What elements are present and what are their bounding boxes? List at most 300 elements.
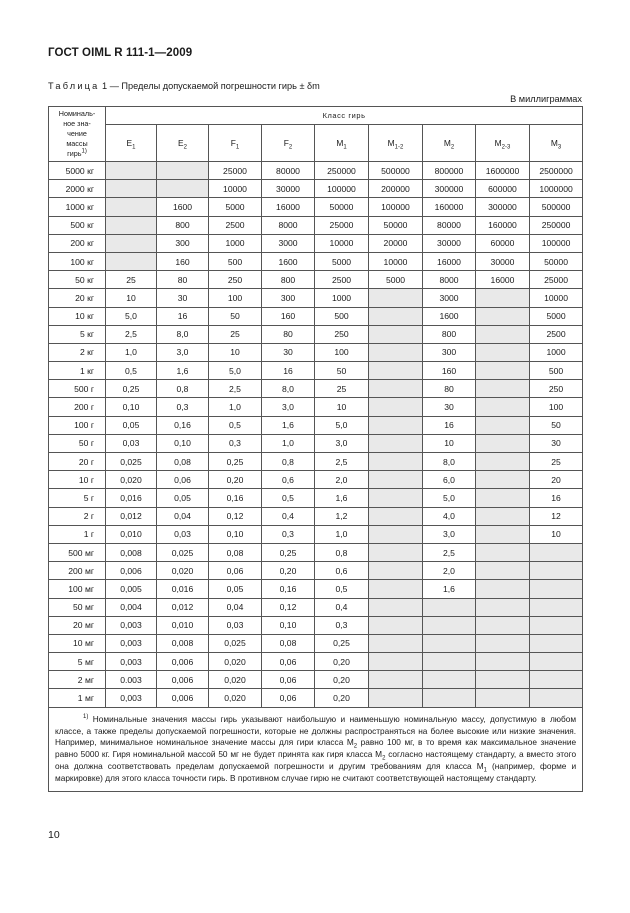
tolerance-cell xyxy=(106,180,157,198)
nominal-mass-cell: 2 г xyxy=(49,507,106,525)
tolerance-cell: 100000 xyxy=(315,180,369,198)
tolerance-cell: 10 xyxy=(530,525,583,543)
tolerance-cell xyxy=(423,598,476,616)
tolerance-cell: 0,010 xyxy=(157,616,209,634)
tolerance-cell: 0,003 xyxy=(106,689,157,707)
tolerance-cell xyxy=(530,653,583,671)
nominal-mass-cell: 5000 кг xyxy=(49,162,106,180)
tolerance-cell: 3,0 xyxy=(157,343,209,361)
tolerance-cell: 500 xyxy=(209,252,262,270)
table-row xyxy=(49,653,583,671)
tolerance-cell: 160000 xyxy=(423,198,476,216)
table-footnote xyxy=(49,707,583,791)
tolerance-cell: 60000 xyxy=(476,234,530,252)
tolerance-cell: 0,020 xyxy=(157,562,209,580)
tolerance-cell xyxy=(476,453,530,471)
tolerance-cell: 0,4 xyxy=(315,598,369,616)
tolerance-cell: 80000 xyxy=(423,216,476,234)
tolerance-cell: 1000 xyxy=(315,289,369,307)
tolerance-cell: 0,020 xyxy=(209,671,262,689)
tolerance-cell: 0,16 xyxy=(157,416,209,434)
tolerance-cell xyxy=(157,162,209,180)
nominal-mass-cell: 200 г xyxy=(49,398,106,416)
tolerance-cell: 5000 xyxy=(209,198,262,216)
table-row xyxy=(49,471,583,489)
footnote-text: $^{1)}$ Номинальные значения массы гирь указывают наибольшую и наименьшую номинальную массу, допустимую в любом классе, а также пределы допускаемой погрешности, которые не должны распространяться на более высокие или низкие значения. Например, минимальное номинальное значение массы для гири класса $M_2$ равно 100 мг, в то время как максимальное значение равно 5000 кг. Гиря номинальной массой 50 мг не будет принята как гиря класса $M_2$ согласно настоящему стандарту, а вместо этого она должна соответствовать пределам допускаемой погрешности и другим требованиям для класса $M_1$ (например, форме и маркировке) для этого класса точности гирь. В противном случае гирю не считают соответствующей настоящему стандарту. xyxy=(55,713,577,784)
tolerance-cell: 0,020 xyxy=(209,653,262,671)
nominal-mass-cell: 500 мг xyxy=(49,543,106,561)
footnote-mark: 1) xyxy=(83,713,89,720)
tolerance-cell xyxy=(530,562,583,580)
tolerance-cell: 160 xyxy=(262,307,315,325)
tolerance-cell: 0,03 xyxy=(157,525,209,543)
tolerance-cell: 0,3 xyxy=(262,525,315,543)
tolerance-cell: 500 xyxy=(530,362,583,380)
tolerance-cell xyxy=(476,598,530,616)
tolerance-cell xyxy=(369,434,423,452)
table-row xyxy=(49,525,583,543)
tolerance-cell xyxy=(106,234,157,252)
tolerance-cell: 30 xyxy=(423,398,476,416)
table-row xyxy=(49,580,583,598)
tolerance-cell: 0,05 xyxy=(157,489,209,507)
nominal-mass-cell: 10 г xyxy=(49,471,106,489)
tolerance-cell: 16 xyxy=(262,362,315,380)
tolerance-cell xyxy=(369,489,423,507)
tolerance-cell xyxy=(530,616,583,634)
tolerance-cell: 1,6 xyxy=(315,489,369,507)
tolerance-cell xyxy=(369,525,423,543)
table-row xyxy=(49,689,583,707)
tolerance-cell: 800 xyxy=(423,325,476,343)
tolerance-cell: 2,5 xyxy=(106,325,157,343)
tolerance-cell xyxy=(476,289,530,307)
tolerance-cell: 3000 xyxy=(423,289,476,307)
table-row xyxy=(49,216,583,234)
tolerance-cell xyxy=(476,543,530,561)
tolerance-cell xyxy=(106,198,157,216)
tolerance-cell xyxy=(530,580,583,598)
tolerance-cell: 30000 xyxy=(476,252,530,270)
tolerance-cell: 0,008 xyxy=(157,634,209,652)
tolerance-cell xyxy=(369,580,423,598)
table-row xyxy=(49,271,583,289)
tolerance-cell xyxy=(157,180,209,198)
tolerance-cell xyxy=(476,398,530,416)
tolerance-cell: 0,5 xyxy=(106,362,157,380)
tolerance-cell: 25000 xyxy=(530,271,583,289)
table-row xyxy=(49,543,583,561)
tolerance-cell: 80 xyxy=(157,271,209,289)
nominal-mass-cell: 200 мг xyxy=(49,562,106,580)
tolerance-cell: 0,4 xyxy=(262,507,315,525)
tolerance-cell: 0,8 xyxy=(157,380,209,398)
tolerance-cell: 80 xyxy=(423,380,476,398)
tolerance-cell xyxy=(476,362,530,380)
tolerance-cell: 10000 xyxy=(369,252,423,270)
nominal-mass-cell: 2 кг xyxy=(49,343,106,361)
tolerance-cell: 25 xyxy=(209,325,262,343)
table-row xyxy=(49,325,583,343)
tolerance-cell: 0,08 xyxy=(262,634,315,652)
tolerance-cell xyxy=(476,653,530,671)
tolerance-cell: 2,5 xyxy=(315,453,369,471)
nominal-mass-cell: 500 г xyxy=(49,380,106,398)
tolerance-cell: 5,0 xyxy=(106,307,157,325)
nominal-mass-cell: 5 г xyxy=(49,489,106,507)
tolerance-cell: 250 xyxy=(530,380,583,398)
tolerance-cell: 100 xyxy=(315,343,369,361)
tolerance-cell: 0,20 xyxy=(315,653,369,671)
tolerance-cell: 0,010 xyxy=(106,525,157,543)
tolerance-cell xyxy=(423,671,476,689)
tolerance-cell: 16 xyxy=(423,416,476,434)
tolerance-cell: 30000 xyxy=(262,180,315,198)
tolerance-cell: 1,0 xyxy=(315,525,369,543)
tolerance-cell: 0,025 xyxy=(157,543,209,561)
footnote-mark: 1) xyxy=(81,148,87,155)
table-row xyxy=(49,671,583,689)
tolerance-cell: 0,25 xyxy=(209,453,262,471)
nominal-mass-cell: 1000 кг xyxy=(49,198,106,216)
tolerance-cell: 1600000 xyxy=(476,162,530,180)
tolerance-cell xyxy=(476,307,530,325)
nominal-header-line: чение xyxy=(67,128,87,138)
tolerance-cell: 0.003 xyxy=(106,671,157,689)
tolerance-cell: 250 xyxy=(209,271,262,289)
tolerance-cell: 800 xyxy=(157,216,209,234)
table-row xyxy=(49,252,583,270)
tolerance-cell: 300 xyxy=(262,289,315,307)
table-row xyxy=(49,343,583,361)
table-row xyxy=(49,634,583,652)
tolerance-cell xyxy=(423,616,476,634)
tolerance-cell xyxy=(476,489,530,507)
tolerance-cell xyxy=(530,689,583,707)
tolerance-cell: 0,06 xyxy=(262,653,315,671)
tolerance-cell: 12 xyxy=(530,507,583,525)
nominal-mass-cell: 5 мг xyxy=(49,653,106,671)
tolerance-cell: 250000 xyxy=(530,216,583,234)
tolerance-cell: 20 xyxy=(530,471,583,489)
class-header-cell: $E_2$ xyxy=(157,125,209,162)
tolerance-cell xyxy=(369,543,423,561)
tolerance-cell: 100 xyxy=(209,289,262,307)
tolerance-cell xyxy=(476,525,530,543)
table-row xyxy=(49,507,583,525)
tolerance-cell: 8,0 xyxy=(157,325,209,343)
tolerance-cell: 0,10 xyxy=(209,525,262,543)
tolerance-cell: 25000 xyxy=(209,162,262,180)
tolerance-cell: 0,06 xyxy=(157,471,209,489)
table-row xyxy=(49,434,583,452)
tolerance-cell: 1000 xyxy=(530,343,583,361)
tolerance-cell: 0,12 xyxy=(209,507,262,525)
tolerance-cell: 160000 xyxy=(476,216,530,234)
tolerance-cell: 0,020 xyxy=(209,689,262,707)
tolerance-cell: 2,5 xyxy=(423,543,476,561)
tolerance-table xyxy=(48,106,583,792)
tolerance-cell: 0,8 xyxy=(315,543,369,561)
tolerance-cell: 0,016 xyxy=(106,489,157,507)
tolerance-cell: 250 xyxy=(315,325,369,343)
tolerance-cell: 1,6 xyxy=(423,580,476,598)
tolerance-cell xyxy=(530,671,583,689)
table-caption xyxy=(48,81,320,91)
tolerance-cell: 25 xyxy=(106,271,157,289)
class-header-cell: $E_1$ xyxy=(106,125,157,162)
tolerance-cell: 16 xyxy=(530,489,583,507)
tolerance-cell: 300 xyxy=(157,234,209,252)
tolerance-cell xyxy=(106,162,157,180)
tolerance-cell: 0,012 xyxy=(106,507,157,525)
tolerance-cell: 0,006 xyxy=(157,671,209,689)
nominal-mass-cell: 1 кг xyxy=(49,362,106,380)
class-header-cell: $M_2$ xyxy=(423,125,476,162)
tolerance-cell: 0,025 xyxy=(209,634,262,652)
tolerance-cell: 80000 xyxy=(262,162,315,180)
nominal-mass-cell: 2 мг xyxy=(49,671,106,689)
tolerance-cell xyxy=(369,453,423,471)
tolerance-cell: 100 xyxy=(530,398,583,416)
tolerance-cell: 5000 xyxy=(530,307,583,325)
tolerance-cell: 0,012 xyxy=(157,598,209,616)
table-row xyxy=(49,198,583,216)
tolerance-cell: 0,3 xyxy=(209,434,262,452)
tolerance-cell: 0,10 xyxy=(157,434,209,452)
nominal-header-line: Номиналь- xyxy=(58,108,96,118)
tolerance-cell xyxy=(369,398,423,416)
tolerance-cell: 1600 xyxy=(423,307,476,325)
table-row xyxy=(49,380,583,398)
tolerance-cell: 16000 xyxy=(423,252,476,270)
tolerance-cell: 0,10 xyxy=(106,398,157,416)
tolerance-cell xyxy=(476,616,530,634)
tolerance-cell: 30000 xyxy=(423,234,476,252)
nominal-mass-cell: 1 мг xyxy=(49,689,106,707)
tolerance-cell: 6,0 xyxy=(423,471,476,489)
nominal-mass-cell: 100 г xyxy=(49,416,106,434)
tolerance-cell: 2,5 xyxy=(209,380,262,398)
tolerance-cell: 250000 xyxy=(315,162,369,180)
tolerance-cell xyxy=(369,289,423,307)
table-row xyxy=(49,562,583,580)
tolerance-cell: 0,5 xyxy=(262,489,315,507)
tolerance-cell: 1000000 xyxy=(530,180,583,198)
tolerance-cell: 0,3 xyxy=(315,616,369,634)
tolerance-cell xyxy=(476,325,530,343)
table-row xyxy=(49,616,583,634)
tolerance-cell: 0,005 xyxy=(106,580,157,598)
tolerance-cell: 0,20 xyxy=(262,562,315,580)
tolerance-cell: 0,003 xyxy=(106,653,157,671)
tolerance-cell: 2500 xyxy=(315,271,369,289)
weight-class-header: Класс гирь xyxy=(106,107,583,125)
tolerance-cell: 0,06 xyxy=(262,671,315,689)
tolerance-cell xyxy=(369,634,423,652)
table-row xyxy=(49,162,583,180)
tolerance-cell: 0,008 xyxy=(106,543,157,561)
tolerance-cell: 0,6 xyxy=(262,471,315,489)
tolerance-cell: 30 xyxy=(262,343,315,361)
tolerance-cell: 0,12 xyxy=(262,598,315,616)
tolerance-cell xyxy=(530,543,583,561)
tolerance-cell: 10000 xyxy=(209,180,262,198)
tolerance-cell: 4,0 xyxy=(423,507,476,525)
tolerance-cell: 1,6 xyxy=(262,416,315,434)
tolerance-cell: 8,0 xyxy=(262,380,315,398)
tolerance-cell: 10000 xyxy=(315,234,369,252)
tolerance-cell: 50000 xyxy=(315,198,369,216)
tolerance-cell: 0,5 xyxy=(209,416,262,434)
tolerance-cell: 0,006 xyxy=(106,562,157,580)
class-header-cell: $F_2$ xyxy=(262,125,315,162)
tolerance-cell: 1600 xyxy=(262,252,315,270)
nominal-header-line: гирь$^{1)}$ xyxy=(67,148,87,159)
tolerance-cell: 0,8 xyxy=(262,453,315,471)
tolerance-cell: 0,25 xyxy=(106,380,157,398)
tolerance-cell xyxy=(476,434,530,452)
tolerance-cell: 0,004 xyxy=(106,598,157,616)
tolerance-cell: 100000 xyxy=(530,234,583,252)
tolerance-cell: 5,0 xyxy=(209,362,262,380)
class-header-cell: $M_1$ xyxy=(315,125,369,162)
table-row xyxy=(49,234,583,252)
tolerance-cell: 20000 xyxy=(369,234,423,252)
tolerance-cell: 0,20 xyxy=(315,689,369,707)
class-header-cell: $F_1$ xyxy=(209,125,262,162)
nominal-mass-cell: 5 кг xyxy=(49,325,106,343)
table-row xyxy=(49,398,583,416)
nominal-mass-cell: 200 кг xyxy=(49,234,106,252)
tolerance-cell xyxy=(476,634,530,652)
tolerance-cell xyxy=(476,562,530,580)
tolerance-cell: 10 xyxy=(106,289,157,307)
page-number: 10 xyxy=(48,829,60,841)
tolerance-cell: 10 xyxy=(209,343,262,361)
tolerance-cell: 0,04 xyxy=(209,598,262,616)
tolerance-cell: 2,0 xyxy=(423,562,476,580)
tolerance-cell: 2500 xyxy=(209,216,262,234)
tolerance-cell: 3,0 xyxy=(262,398,315,416)
tolerance-cell xyxy=(106,216,157,234)
tolerance-cell: 30 xyxy=(157,289,209,307)
nominal-mass-cell: 100 мг xyxy=(49,580,106,598)
tolerance-cell xyxy=(476,689,530,707)
tolerance-cell: 0,25 xyxy=(262,543,315,561)
tolerance-cell: 500000 xyxy=(530,198,583,216)
tolerance-cell: 16000 xyxy=(476,271,530,289)
tolerance-cell xyxy=(369,343,423,361)
tolerance-cell xyxy=(530,634,583,652)
table-caption-text: — Пределы допускаемой погрешности гирь ± δm xyxy=(109,81,320,91)
tolerance-cell xyxy=(423,653,476,671)
tolerance-cell: 1000 xyxy=(209,234,262,252)
tolerance-cell xyxy=(476,471,530,489)
tolerance-cell xyxy=(530,598,583,616)
tolerance-cell: 0,003 xyxy=(106,616,157,634)
tolerance-cell: 0,16 xyxy=(209,489,262,507)
table-row xyxy=(49,289,583,307)
tolerance-cell: 0,03 xyxy=(209,616,262,634)
tolerance-cell: 800 xyxy=(262,271,315,289)
tolerance-cell xyxy=(476,380,530,398)
tolerance-cell: 50 xyxy=(315,362,369,380)
tolerance-cell: 0,05 xyxy=(209,580,262,598)
tolerance-cell: 160 xyxy=(423,362,476,380)
table-caption-word: Таблица xyxy=(48,81,100,91)
tolerance-cell: 3000 xyxy=(262,234,315,252)
tolerance-cell: 1,6 xyxy=(157,362,209,380)
nominal-mass-cell: 500 кг xyxy=(49,216,106,234)
tolerance-cell: 50 xyxy=(209,307,262,325)
tolerance-cell: 5000 xyxy=(369,271,423,289)
tolerance-cell: 500000 xyxy=(369,162,423,180)
tolerance-cell: 0,016 xyxy=(157,580,209,598)
tolerance-cell: 0,05 xyxy=(106,416,157,434)
table-row xyxy=(49,180,583,198)
tolerance-cell: 0,025 xyxy=(106,453,157,471)
tolerance-cell: 25 xyxy=(530,453,583,471)
tolerance-cell: 0,06 xyxy=(262,689,315,707)
tolerance-cell: 0,08 xyxy=(157,453,209,471)
tolerance-cell: 16 xyxy=(157,307,209,325)
tolerance-cell: 600000 xyxy=(476,180,530,198)
tolerance-cell: 80 xyxy=(262,325,315,343)
tolerance-cell: 0,25 xyxy=(315,634,369,652)
tolerance-cell: 5000 xyxy=(315,252,369,270)
class-header-cell: $M_3$ xyxy=(530,125,583,162)
nominal-mass-cell: 20 мг xyxy=(49,616,106,634)
tolerance-cell: 50000 xyxy=(530,252,583,270)
tolerance-cell xyxy=(369,380,423,398)
nominal-mass-cell: 50 мг xyxy=(49,598,106,616)
tolerance-cell: 16000 xyxy=(262,198,315,216)
tolerance-cell xyxy=(476,580,530,598)
table-row xyxy=(49,598,583,616)
tolerance-cell: 500 xyxy=(315,307,369,325)
tolerance-cell: 5,0 xyxy=(315,416,369,434)
tolerance-cell xyxy=(369,307,423,325)
tolerance-cell xyxy=(369,362,423,380)
tolerance-cell: 0,3 xyxy=(157,398,209,416)
table-row xyxy=(49,416,583,434)
tolerance-cell: 8,0 xyxy=(423,453,476,471)
tolerance-cell: 2,0 xyxy=(315,471,369,489)
tolerance-cell: 50000 xyxy=(369,216,423,234)
tolerance-cell xyxy=(476,416,530,434)
tolerance-cell: 1,0 xyxy=(262,434,315,452)
tolerance-cell: 0,04 xyxy=(157,507,209,525)
tolerance-cell: 0,20 xyxy=(315,671,369,689)
tolerance-cell: 0,03 xyxy=(106,434,157,452)
tolerance-cell: 25 xyxy=(315,380,369,398)
tolerance-cell xyxy=(369,653,423,671)
tolerance-cell xyxy=(369,598,423,616)
class-header-row xyxy=(49,125,583,162)
table-row xyxy=(49,453,583,471)
tolerance-cell: 300 xyxy=(423,343,476,361)
units-label: В миллиграммах xyxy=(510,94,582,104)
tolerance-cell: 50 xyxy=(530,416,583,434)
tolerance-cell xyxy=(476,507,530,525)
tolerance-cell xyxy=(369,471,423,489)
tolerance-cell: 0,16 xyxy=(262,580,315,598)
tolerance-cell: 0,006 xyxy=(157,653,209,671)
tolerance-cell xyxy=(369,416,423,434)
tolerance-cell: 100000 xyxy=(369,198,423,216)
tolerance-cell: 0,10 xyxy=(262,616,315,634)
